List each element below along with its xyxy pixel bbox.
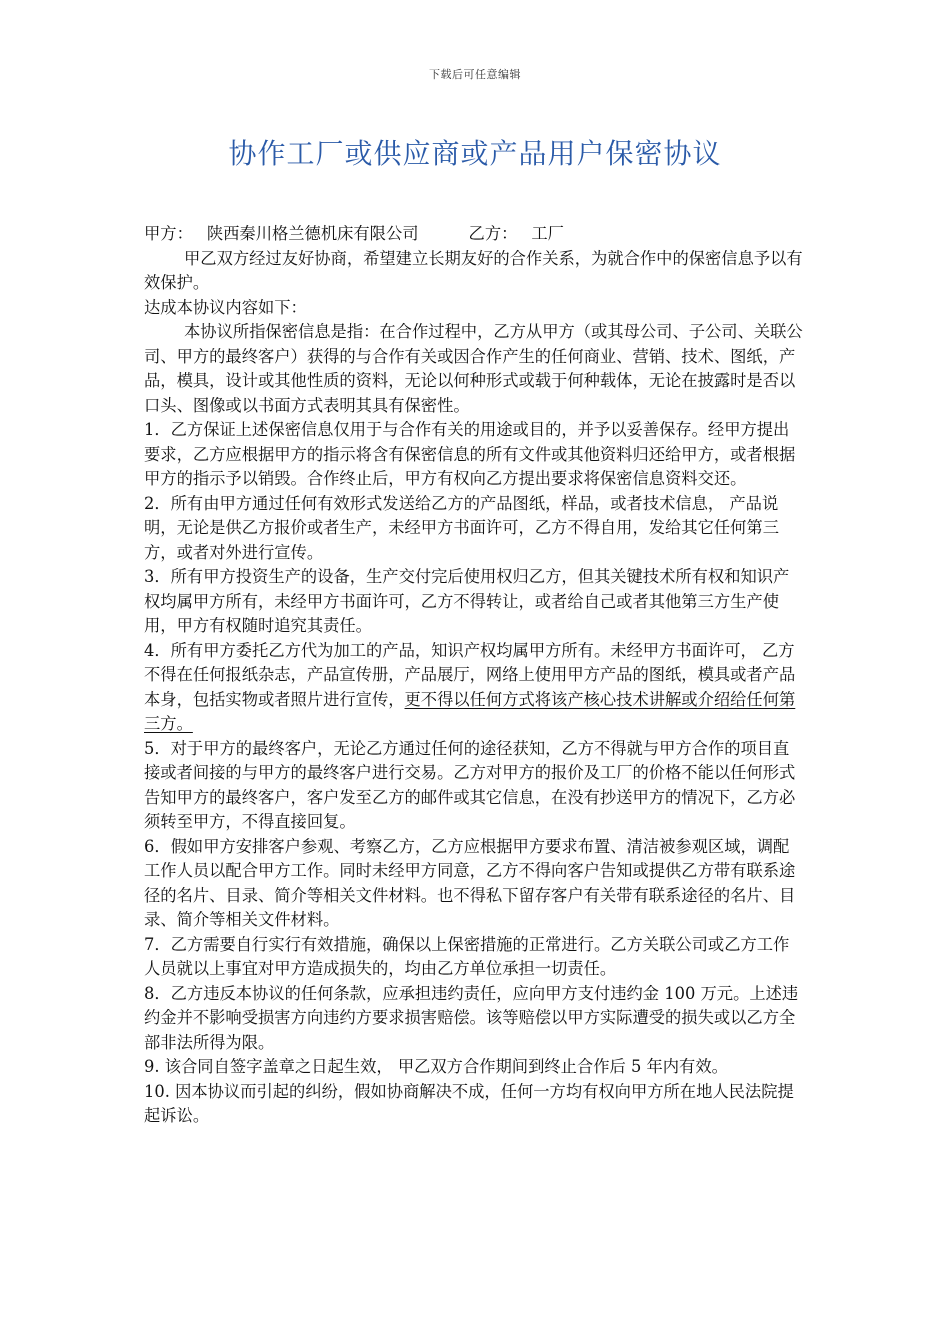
parties-line [144,222,804,247]
clause-6: 6．假如甲方安排客户参观、考察乙方，乙方应根据甲方要求布置、清洁被参观区域，调配工作人员以配合甲方工作。同时未经甲方同意，乙方不得向客户告知或提供乙方带有联系途径的名片、目录、简介等相关文件材料。也不得私下留存客户有关带有联系途径的名片、目录、简介等相关文件材料。 [144,836,796,929]
clause-7: 7．乙方需要自行实行有效措施，确保以上保密措施的正常进行。乙方关联公司或乙方工作人员就以上事宜对甲方造成损失的，均由乙方单位承担一切责任。 [144,934,790,978]
party-a-name: 陕西秦川格兰德机床有限公司 [206,224,419,243]
document-body [144,222,804,1129]
intro-paragraph: 甲乙双方经过友好协商，希望建立长期友好的合作关系，为就合作中的保密信息予以有效保护。 [144,248,803,292]
clause-4-main: 4．所有甲方委托乙方代为加工的产品，知识产权均属甲方所有。未经甲方书面许可， 乙方不得在任何报纸杂志，产品宣传册，产品展厅，网络上使用甲方产品的图纸，模具或者产品本身，包括实物或者照片进行宣传， [144,640,796,709]
clause-5: 5．对于甲方的最终客户，无论乙方通过任何的途径获知，乙方不得就与甲方合作的项目直接或者间接的与甲方的最终客户进行交易。乙方对甲方的报价及工厂的价格不能以任何形式告知甲方的最终客户，客户发至乙方的邮件或其它信息，在没有抄送甲方的情况下，乙方必须转至甲方，不得直接回复。 [144,738,796,831]
clause-8: 8．乙方违反本协议的任何条款，应承担违约责任，应向甲方支付违约金 100 万元。上述违约金并不影响受损害方向违约方要求损害赔偿。该等赔偿以甲方实际遭受的损失或以乙方全部非法所得为限。 [144,983,799,1052]
header-note: 下载后可任意编辑 [429,68,521,81]
clause-4-underlined: 更不得以任何方式将该产核心技术讲解或介绍给任何第三方。 [144,689,796,733]
party-b-name: 工厂 [531,224,564,243]
clause-4 [144,639,804,737]
clause-10: 10. 因本协议而引起的纠纷，假如协商解决不成，任何一方均有权向甲方所在地人民法院提起诉讼。 [144,1081,794,1125]
clause-1: 1．乙方保证上述保密信息仅用于与合作有关的用途或目的，并予以妥善保存。经甲方提出要求，乙方应根据甲方的指示将含有保密信息的所有文件或其他资料归还给甲方，或者根据甲方的指示予以销毁。合作终止后，甲方有权向乙方提出要求将保密信息资料交还。 [144,420,796,488]
clause-2: 2．所有由甲方通过任何有效形式发送给乙方的产品图纸，样品，或者技术信息， 产品说明，无论是供乙方报价或者生产，未经甲方书面许可，乙方不得自用，发给其它任何第三方，或者对外进行宣传。 [144,493,779,562]
definition-paragraph: 本协议所指保密信息是指：在合作过程中，乙方从甲方（或其母公司、子公司、关联公司、甲方的最终客户）获得的与合作有关或因合作产生的任何商业、营销、技术、图纸，产品，模具，设计或其他性质的资料，无论以何种形式或载于何种载体，无论在披露时是否以口头、图像或以书面方式表明其具有保密性。 [144,322,803,415]
clause-9: 9. 该合同自签字盖章之日起生效， 甲乙双方合作期间到终止合作后 5 年内有效。 [144,1057,728,1076]
agreement-lead: 达成本协议内容如下： [144,297,307,317]
party-a-label: 甲方： [144,224,193,243]
document-title: 协作工厂或供应商或产品用户保密协议 [228,137,722,170]
party-b-label: 乙方： [468,224,518,243]
clause-3: 3．所有甲方投资生产的设备，生产交付完后使用权归乙方，但其关键技术所有权和知识产权均属甲方所有，未经甲方书面许可，乙方不得转让，或者给自己或者其他第三方生产使用，甲方有权随时追究其责任。 [144,567,790,635]
